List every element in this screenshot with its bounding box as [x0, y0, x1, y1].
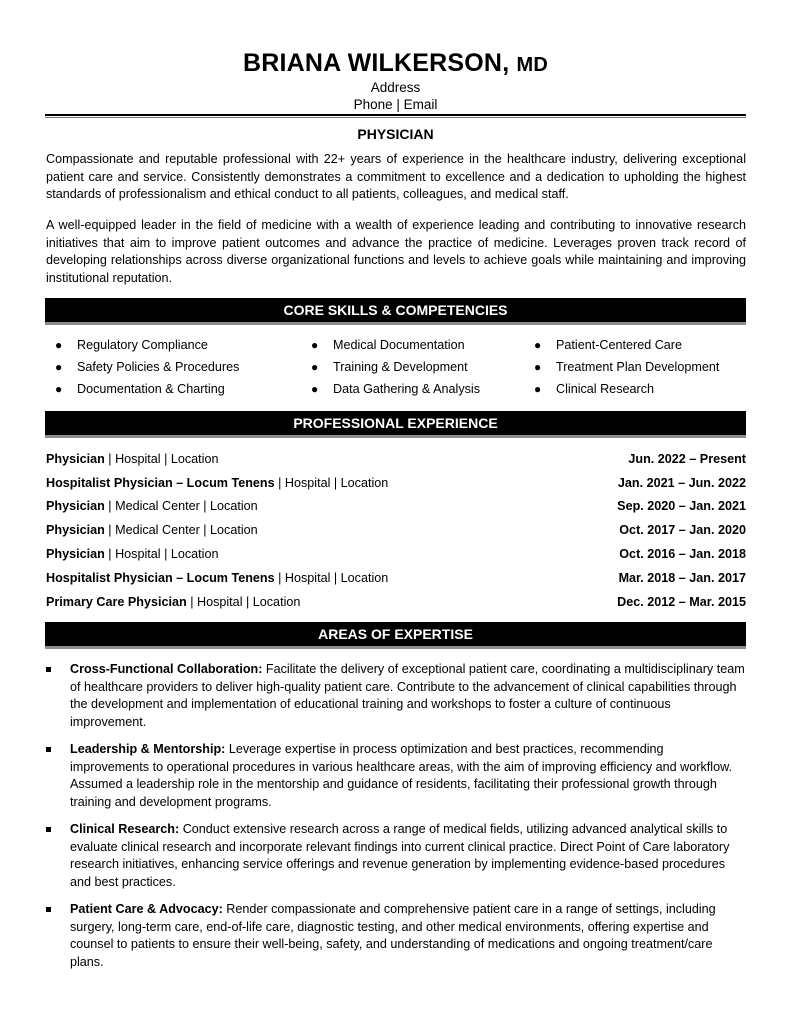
square-bullet-icon [46, 667, 51, 672]
bullet-icon: ● [55, 382, 63, 396]
job-employer: | Hospital | Location [104, 547, 219, 561]
expertise-body: Render compassionate and comprehensive patient care in a range of settings, including surgery, long-term care, end-of-life care, diagnostic testing, and other medical environments, offering expertise and counsel to patients to ensure their well-being, safety, and understanding of medications and ongoing treatment/care plans. [70, 902, 716, 969]
bullet-icon: ● [534, 382, 542, 396]
summary-paragraph-1: Compassionate and reputable professional with 22+ years of experience in the healthcare industry, delivering exceptional patient care and service. Consistently demonstrates a commitment to excellence and a dedication to upholding the highest standards of professionalism and ethical conduct to all patients, colleagues, and medical staff. [46, 152, 746, 201]
skill-label: Regulatory Compliance [77, 338, 208, 352]
experience-row [46, 450, 746, 468]
skills-grid [0, 337, 791, 403]
skill-label: Training & Development [333, 360, 468, 374]
experience-row [46, 474, 746, 492]
job-title: Hospitalist Physician – Locum Tenens [46, 571, 275, 585]
square-bullet-icon [46, 907, 51, 912]
skill-item [55, 381, 225, 398]
job-dates: Sep. 2020 – Jan. 2021 [617, 499, 746, 513]
candidate-name [0, 48, 791, 80]
experience-row [46, 497, 746, 515]
expertise-body: Conduct extensive research across a range of medical fields, utilizing advanced analytical skills to evaluate clinical research and incorporate relevant findings into current clinical practice. Direct Point of Care laboratory research initiatives, enhancing service offerings and revenue generation by implementing evidence-based procedures and best practices. [70, 822, 730, 889]
contact-line: Phone | Email [353, 97, 438, 112]
skill-item [534, 381, 654, 398]
experience-row [46, 569, 746, 587]
job-employer: | Medical Center | Location [104, 499, 258, 513]
expertise-text [70, 741, 746, 811]
skill-item [311, 359, 468, 376]
skill-item [55, 359, 240, 376]
bullet-icon: ● [534, 338, 542, 352]
job-dates: Oct. 2016 – Jan. 2018 [619, 547, 746, 561]
expertise-text [70, 901, 746, 971]
job-employer: | Medical Center | Location [104, 523, 258, 537]
job-title: Hospitalist Physician – Locum Tenens [46, 476, 275, 490]
expertise-body: Facilitate the delivery of exceptional patient care, coordinating a multidisciplinary team of healthcare providers to deliver high-quality patient care. Contribute to the advancement of clinical capabilities through the development and implementation of educational training and workshops to foster a culture of continuous improvement. [70, 662, 745, 729]
experience-row [46, 593, 746, 611]
skill-label: Patient-Centered Care [556, 338, 683, 352]
bullet-icon: ● [311, 338, 319, 352]
skill-label: Data Gathering & Analysis [333, 382, 481, 396]
skill-label: Documentation & Charting [77, 382, 225, 396]
expertise-heading: Leadership & Mentorship: [70, 742, 226, 756]
expertise-text [70, 661, 746, 731]
skill-item [534, 337, 683, 354]
section-header-experience: PROFESSIONAL EXPERIENCE [45, 411, 746, 438]
section-header-areas: AREAS OF EXPERTISE [45, 622, 746, 649]
experience-row [46, 545, 746, 563]
skill-item [534, 359, 720, 376]
expertise-heading: Patient Care & Advocacy: [70, 902, 223, 916]
job-employer: | Hospital | Location [274, 571, 389, 585]
job-employer: | Hospital | Location [274, 476, 389, 490]
expertise-body: Leverage expertise in process optimization and best practices, recommending improvements to operational procedures in various healthcare areas, with the aim of improving efficiency and workflow. Assumed a leadership role in the mentorship and guidance of residents, facilitating their professional growth through training and development programs. [70, 742, 732, 809]
job-title: Primary Care Physician [46, 595, 187, 609]
skill-item [311, 381, 481, 398]
job-title: Physician [46, 452, 105, 466]
bullet-icon: ● [311, 382, 319, 396]
bullet-icon: ● [534, 360, 542, 374]
job-dates: Jun. 2022 – Present [628, 452, 746, 466]
job-dates: Dec. 2012 – Mar. 2015 [617, 595, 746, 609]
skill-label: Medical Documentation [333, 338, 465, 352]
role-title: PHYSICIAN [357, 126, 434, 142]
experience-row [46, 521, 746, 539]
job-dates: Oct. 2017 – Jan. 2020 [619, 523, 746, 537]
square-bullet-icon [46, 827, 51, 832]
job-employer: | Hospital | Location [186, 595, 301, 609]
job-title: Physician [46, 523, 105, 537]
square-bullet-icon [46, 747, 51, 752]
skill-item [55, 337, 208, 354]
skill-label: Clinical Research [556, 382, 654, 396]
job-dates: Jan. 2021 – Jun. 2022 [617, 476, 746, 490]
credential: MD [516, 54, 549, 76]
job-employer: | Hospital | Location [104, 452, 219, 466]
expertise-heading: Cross-Functional Collaboration: [70, 662, 263, 676]
job-title: Physician [46, 499, 105, 513]
address: Address [370, 80, 421, 95]
expertise-text [70, 821, 746, 891]
summary-paragraph-2: A well-equipped leader in the field of medicine with a wealth of experience leading and contributing to innovative research initiatives that aim to improve patient outcomes and advance the practice of medicine. Leverages proven track record of developing relationships across diverse organizational functions and levels to achieve goals while maintaining and improving institutional reputation. [46, 218, 746, 285]
skill-label: Safety Policies & Procedures [77, 360, 240, 374]
job-dates: Mar. 2018 – Jan. 2017 [618, 571, 746, 585]
skill-item [311, 337, 465, 354]
header-rule-thin [45, 117, 746, 118]
section-header-skills: CORE SKILLS & COMPETENCIES [45, 298, 746, 325]
job-title: Physician [46, 547, 105, 561]
bullet-icon: ● [55, 338, 63, 352]
header-rule [45, 114, 746, 116]
bullet-icon: ● [311, 360, 319, 374]
bullet-icon: ● [55, 360, 63, 374]
name-text: BRIANA WILKERSON, [242, 49, 510, 77]
skill-label: Treatment Plan Development [556, 360, 720, 374]
expertise-heading: Clinical Research: [70, 822, 180, 836]
